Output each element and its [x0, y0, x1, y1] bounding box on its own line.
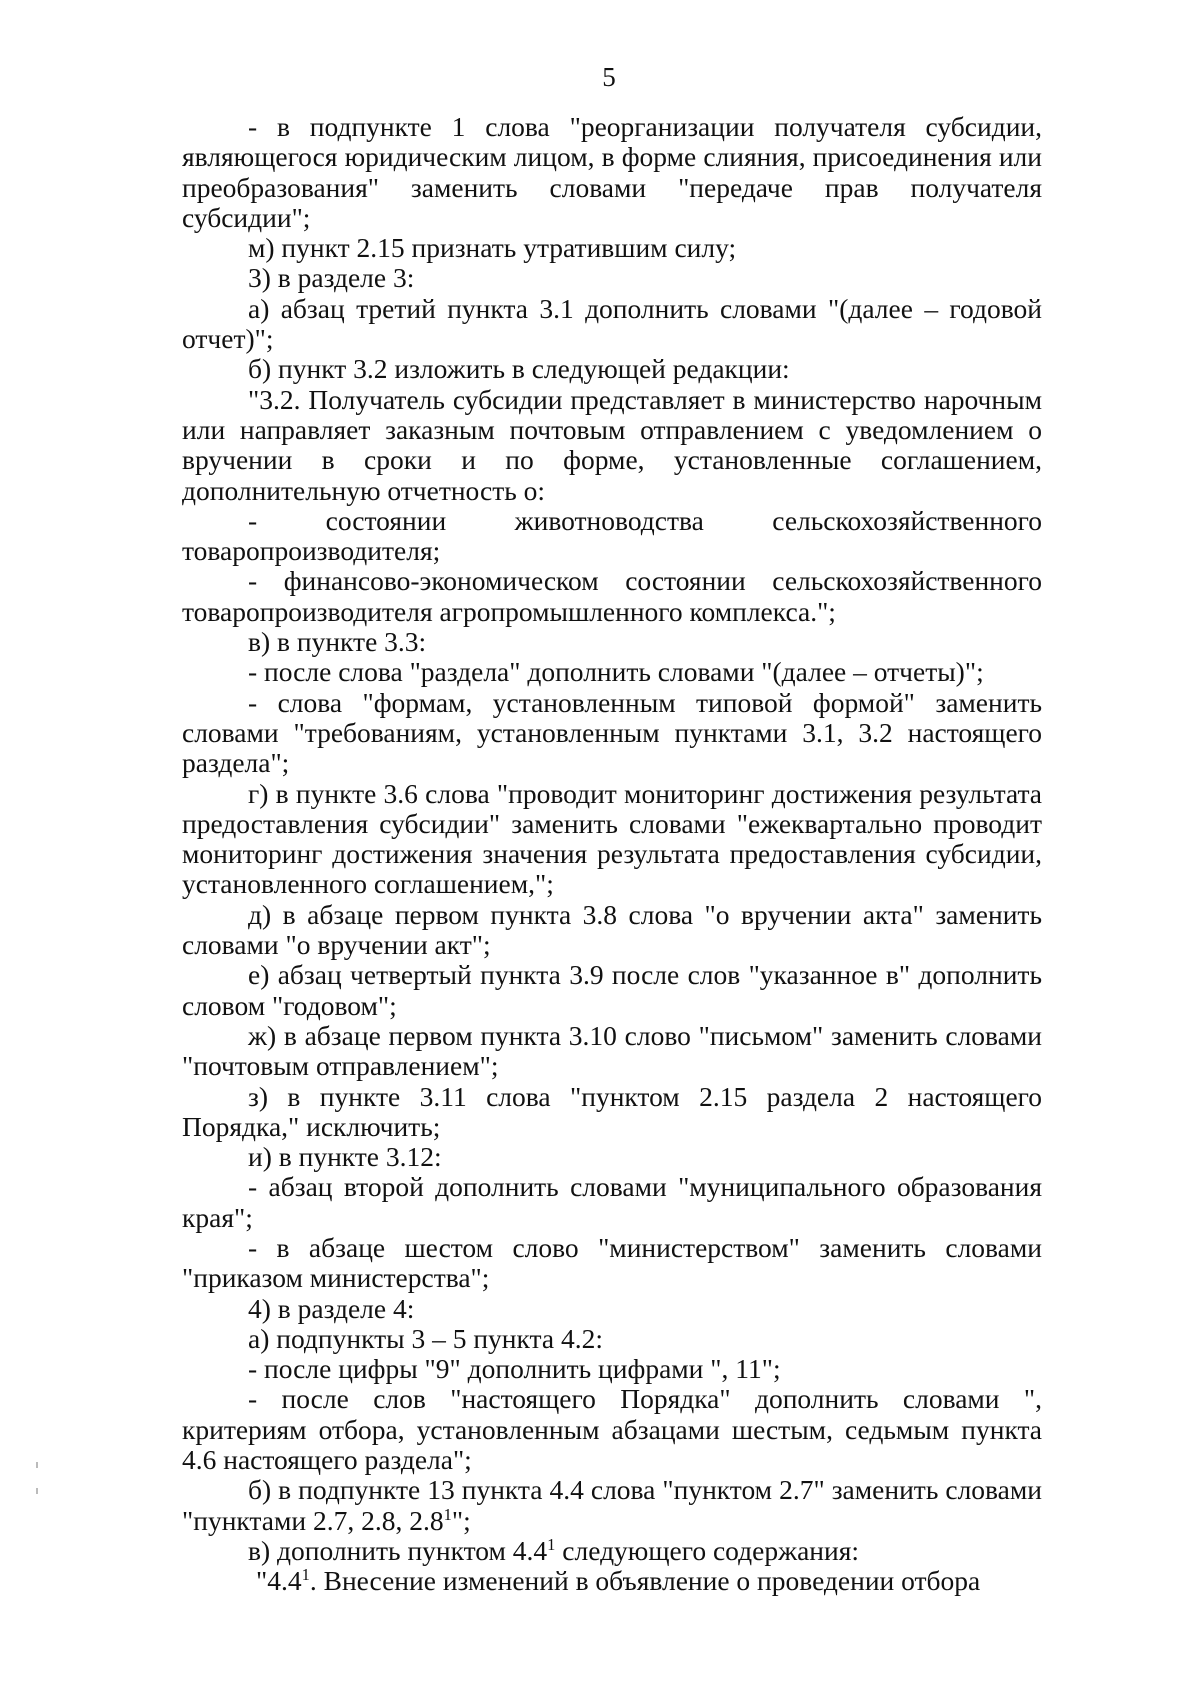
scan-artifact	[36, 1488, 38, 1494]
paragraph: - после слов "настоящего Порядка" дополнить словами ", критериям отбора, установленным абзацами шестым, седьмым пункта 4.6 настоящего раздела";	[182, 1383, 1042, 1476]
paragraph: а) подпункты 3 – 5 пункта 4.2:	[248, 1322, 603, 1354]
paragraph: г) в пункте 3.6 слова "проводит мониторинг достижения результата предоставления субсидии" заменить словами "ежеквартально проводит мониторинг достижения значения результата предоставления субсидии, установленного соглашением,";	[182, 777, 1042, 900]
paragraph	[182, 1566, 1042, 1596]
paragraph-text: ";	[451, 1504, 471, 1536]
paragraph: - после цифры "9" дополнить цифрами ", 11";	[248, 1353, 781, 1385]
superscript: 1	[547, 1534, 556, 1554]
paragraph: 3) в разделе 3:	[248, 262, 415, 294]
paragraph-text: . Внесение изменений в объявление о проведении отбора	[309, 1565, 981, 1597]
paragraph-text: следующего содержания:	[555, 1534, 859, 1566]
superscript: 1	[443, 1504, 452, 1524]
paragraph-text: б) в подпункте 13 пункта 4.4 слова "пунктом 2.7" заменить словами "пунктами 2.7, 2.8, 2.8	[182, 1474, 1042, 1536]
paragraph-text: "4.4	[256, 1565, 302, 1597]
paragraph: - финансово-экономическом состоянии сельскохозяйственного товаропроизводителя агропромышленного комплекса.";	[182, 565, 1042, 627]
paragraph: - состоянии животноводства сельскохозяйственного товаропроизводителя;	[182, 504, 1042, 567]
paragraph: ж) в абзаце первом пункта 3.10 слово "письмом" заменить словами "почтовым отправлением";	[182, 1019, 1042, 1082]
paragraph: 4) в разделе 4:	[248, 1292, 415, 1324]
paragraph	[182, 1536, 1042, 1566]
paragraph-text: в) дополнить пунктом 4.4	[248, 1534, 548, 1566]
paragraph: - слова "формам, установленным типовой формой" заменить словами "требованиям, установленным пунктами 3.1, 3.2 настоящего раздела";	[182, 686, 1042, 779]
paragraph: м) пункт 2.15 признать утратившим силу;	[248, 232, 737, 264]
paragraph: в) в пункте 3.3:	[248, 626, 427, 658]
document-body	[182, 112, 1042, 1597]
paragraph: - после слова "раздела" дополнить словами "(далее – отчеты)";	[248, 656, 984, 688]
paragraph: "3.2. Получатель субсидии представляет в министерство нарочным или направляет заказным почтовым отправлением с уведомлением о вручении в сроки и по форме, установленные соглашением, дополнительную отчетность о:	[182, 383, 1042, 506]
paragraph: - абзац второй дополнить словами "муниципального образования края";	[182, 1171, 1042, 1233]
paragraph: д) в абзаце первом пункта 3.8 слова "о вручении акта" заменить словами "о вручении акт";	[182, 898, 1042, 961]
paragraph: е) абзац четвертый пункта 3.9 после слов "указанное в" дополнить словом "годовом";	[182, 959, 1042, 1021]
page-number: 5	[602, 62, 616, 92]
superscript: 1	[301, 1565, 310, 1585]
paragraph: и) в пункте 3.12:	[248, 1141, 442, 1173]
paragraph: а) абзац третий пункта 3.1 дополнить словами "(далее – годовой отчет)";	[182, 292, 1042, 355]
paragraph: б) пункт 3.2 изложить в следующей редакции:	[248, 353, 790, 385]
paragraph	[182, 1475, 1042, 1536]
scan-artifact	[36, 1462, 38, 1468]
paragraph: - в подпункте 1 слова "реорганизации получателя субсидии, являющегося юридическим лицом, в форме слияния, присоединения или преобразования" заменить словами "передаче прав получателя субсидии";	[182, 111, 1042, 233]
paragraph: - в абзаце шестом слово "министерством" заменить словами "приказом министерства";	[182, 1231, 1042, 1294]
paragraph: з) в пункте 3.11 слова "пунктом 2.15 раздела 2 настоящего Порядка," исключить;	[182, 1080, 1042, 1142]
